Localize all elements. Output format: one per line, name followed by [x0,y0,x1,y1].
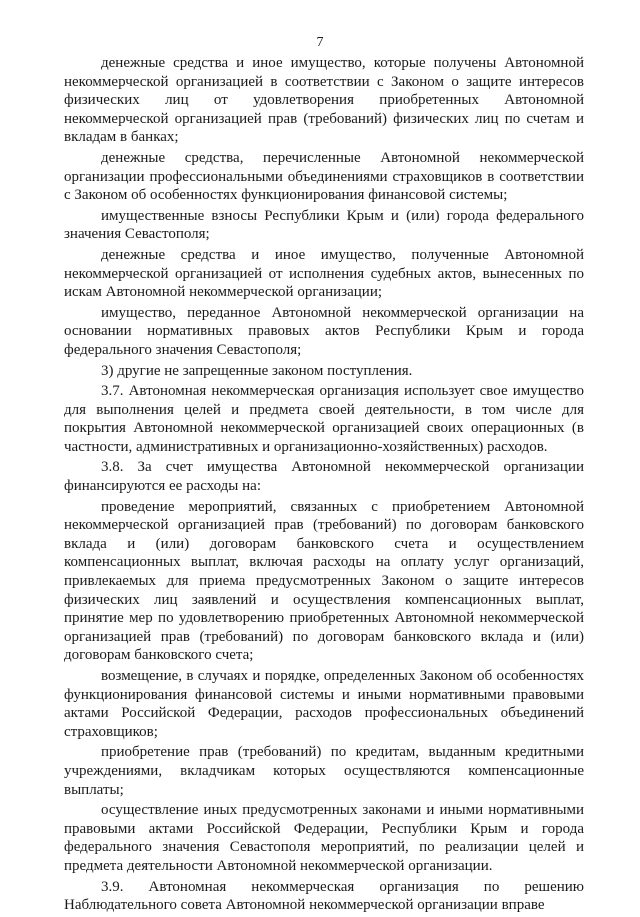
paragraph: денежные средства и иное имущество, полученные Автономной некоммерческой организацией от исполнения судебных актов, вынесенных по искам Автономной некоммерческой организации; [64,246,584,301]
page-number: 7 [316,35,324,50]
paragraph: осуществление иных предусмотренных законами и иными нормативными правовыми актами Российской Федерации, Республики Крым и города федерального значения Севастополя мероприятий, по реализации целей и предмета деятельности Автономной некоммерческой организации. [64,802,584,874]
paragraph: 3) другие не запрещенные законом поступления. [101,362,413,379]
document-body [64,54,584,917]
paragraph: денежные средства, перечисленные Автономной некоммерческой организации профессиональными объединениями страховщиков в соответствии с Законом об особенностях функционирования финансовой системы; [64,149,584,204]
paragraph: возмещение, в случаях и порядке, определенных Законом об особенностях функционирования финансовой системы и иными нормативными правовыми актами Российской Федерации, расходов профессиональных объединений страховщиков; [64,668,584,740]
paragraph: денежные средства и иное имущество, которые получены Автономной некоммерческой организацией в соответствии с Законом о защите интересов физических лиц от удовлетворения приобретенных Автономной некоммерческой организацией прав (требований) физических лиц по счетам и вкладам в банках; [64,55,584,146]
paragraph: приобретение прав (требований) по кредитам, выданным кредитными учреждениями, вкладчикам которых осуществляются компенсационные выплаты; [64,744,584,798]
paragraph: 3.9. Автономная некоммерческая организация по решению Наблюдательного совета Автономной некоммерческой организации вправе [64,878,584,914]
paragraph: 3.7. Автономная некоммерческая организация использует свое имущество для выполнения целей и предмета своей деятельности, в том числе для покрытия Автономной некоммерческой организацией своих операционных (в частности, административных и организационно-хозяйственных) расходов. [64,383,584,455]
paragraph: проведение мероприятий, связанных с приобретением Автономной некоммерческой организацией прав (требований) по договорам банковского вклада и (или) договорам банковского счета и осуществлением компенсационных выплат, включая расходы на оплату услуг организаций, привлекаемых для приема предусмотренных Законом о защите интересов физических лиц заявлений и осуществления компенсационных выплат, принятие мер по удовлетворению приобретенных Автономной некоммерческой организацией прав (требований) по договорам банковского вклада и (или) договорам банковского счета; [64,498,584,664]
paragraph: имущественные взносы Республики Крым и (или) города федерального значения Севастополя; [64,207,584,243]
paragraph: 3.8. За счет имущества Автономной некоммерческой организации финансируются ее расходы на: [64,459,584,495]
paragraph: имущество, переданное Автономной некоммерческой организации на основании нормативных правовых актов Республики Крым и города федерального значения Севастополя; [64,304,584,358]
